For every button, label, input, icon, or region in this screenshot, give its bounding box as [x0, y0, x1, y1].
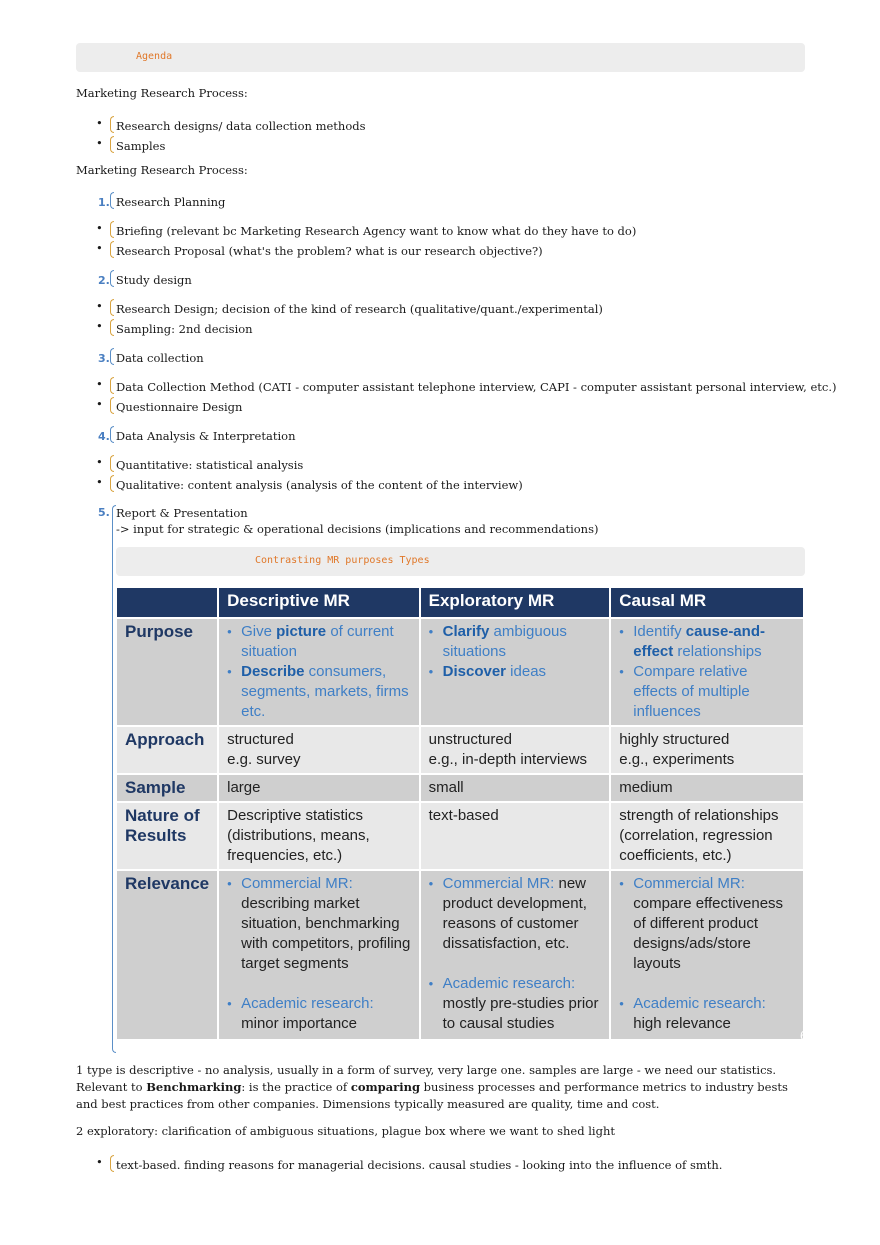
- text-run: consumers, segments, markets, firms etc.: [241, 663, 409, 720]
- cell-text: large: [227, 779, 261, 796]
- cell-text: highly structured: [619, 731, 730, 748]
- step-5-number: 5.: [98, 506, 110, 519]
- section-heading: Marketing Research Process:: [76, 86, 248, 100]
- table-row: [117, 618, 804, 726]
- caption-code-block: [116, 547, 805, 576]
- step-2: 2. Study design: [98, 270, 192, 287]
- cell-text: Descriptive statistics (distributions, means, frequencies, etc.): [227, 807, 370, 864]
- cell-text: unstructured: [428, 731, 513, 748]
- column-header: Causal MR: [610, 588, 804, 618]
- step-5-bracket: [112, 505, 116, 1053]
- table-cell: [218, 618, 420, 726]
- cell-text: e.g., experiments: [619, 751, 735, 768]
- row-label: Nature of Results: [117, 802, 218, 870]
- table-caption: Contrasting MR purposes Types: [255, 555, 430, 566]
- step-1: 1. Research Planning: [98, 192, 225, 209]
- table-cell: [420, 802, 611, 870]
- spacer: [429, 954, 602, 974]
- note-paragraph-1: 1 type is descriptive - no analysis, usually in a form of survey, very large one. samples are large - we need our statistics. Relevant to Benchmarking: is the practice of comparing business processes and performance metrics to industry bests and best practices from other companies. Dimensions typically measured are quality, time and cost.: [76, 1063, 788, 1111]
- text-run: new product development, reasons of customer dissatisfaction, etc.: [442, 875, 587, 952]
- cell-bullet: [429, 622, 602, 662]
- header-corner: [117, 588, 218, 618]
- step-5-title: Report & Presentation: [116, 506, 248, 520]
- list-item: • Quantitative: statistical analysis: [110, 455, 303, 472]
- row-label: Approach: [117, 726, 218, 774]
- list-item: • Briefing (relevant bc Marketing Research Agency want to know what do they have to do): [110, 221, 636, 238]
- agenda-code-block: [76, 43, 805, 72]
- cell-text: medium: [619, 779, 673, 796]
- text-run: high relevance: [633, 1015, 731, 1032]
- text-run: Discover: [442, 663, 507, 680]
- column-header: Descriptive MR: [218, 588, 420, 618]
- table-cell: [218, 870, 420, 1040]
- cell-bullet: [429, 662, 602, 682]
- table-cell: [420, 618, 611, 726]
- text-run: compare effectiveness of different product designs/ads/store layouts: [633, 895, 784, 972]
- table-cell: [218, 726, 420, 774]
- row-label: Relevance: [117, 870, 218, 1040]
- cell-text: structured: [227, 731, 294, 748]
- text-run: Academic research:: [633, 995, 766, 1012]
- text-run: Describe: [241, 663, 305, 680]
- cell-bullet: [619, 994, 795, 1034]
- step-5-subtitle: -> input for strategic & operational decisions (implications and recommendations): [116, 522, 599, 536]
- list-item: • Research Proposal (what's the problem? what is our research objective?): [110, 241, 543, 258]
- slide-number: 6: [800, 1028, 808, 1043]
- table-cell: [420, 870, 611, 1040]
- table-cell: [420, 774, 611, 802]
- spacer: [227, 974, 411, 994]
- cell-text: text-based: [428, 807, 499, 824]
- spacer: [619, 974, 795, 994]
- text-run: minor importance: [241, 1015, 358, 1032]
- text-run: ideas: [506, 663, 547, 680]
- step-4: 4. Data Analysis & Interpretation: [98, 426, 295, 443]
- table-cell: [610, 774, 804, 802]
- text-run: Identify: [633, 623, 686, 640]
- list-item: • Data Collection Method (CATI - computer assistant telephone interview, CAPI - computer assistant personal interview, etc.): [110, 377, 836, 394]
- cell-bullet: [619, 874, 795, 974]
- table-cell: [218, 774, 420, 802]
- text-run: cause-and-effect: [633, 623, 765, 660]
- cell-bullet: [227, 662, 411, 722]
- cell-bullet: [429, 874, 602, 954]
- cell-text: small: [428, 779, 464, 796]
- cell-bullet: [429, 974, 602, 1034]
- table-cell: [420, 726, 611, 774]
- list-item: • Research designs/ data collection methods: [110, 116, 366, 133]
- list-item: • Sampling: 2nd decision: [110, 319, 253, 336]
- table-row: [117, 802, 804, 870]
- table-row: [117, 726, 804, 774]
- note-paragraph-2: 2 exploratory: clarification of ambiguous situations, plague box where we want to shed light: [76, 1124, 615, 1138]
- row-label: Sample: [117, 774, 218, 802]
- list-item: • Samples: [110, 136, 165, 153]
- list-item: • Questionnaire Design: [110, 397, 242, 414]
- cell-bullet: [619, 622, 795, 662]
- table-cell: [610, 802, 804, 870]
- agenda-label: Agenda: [136, 51, 173, 62]
- list-item: • Qualitative: content analysis (analysis of the content of the interview): [110, 475, 523, 492]
- text-run: Commercial MR:: [633, 875, 745, 892]
- text-run: Clarify: [442, 623, 490, 640]
- text-run: of current situation: [241, 623, 394, 660]
- text-run: mostly pre-studies prior to causal studies: [442, 995, 599, 1032]
- table-cell: [610, 618, 804, 726]
- text-run: Commercial MR:: [241, 875, 353, 892]
- row-label: Purpose: [117, 618, 218, 726]
- text-run: picture: [276, 623, 327, 640]
- table-row: [117, 870, 804, 1040]
- text-run: describing market situation, benchmarking with competitors, profiling target segments: [241, 895, 411, 972]
- cell-text: e.g. survey: [227, 751, 301, 768]
- table-cell: [610, 870, 804, 1040]
- step-3: 3. Data collection: [98, 348, 204, 365]
- cell-bullet: [227, 622, 411, 662]
- table-cell: [218, 802, 420, 870]
- column-header: Exploratory MR: [420, 588, 611, 618]
- text-run: Academic research:: [241, 995, 374, 1012]
- text-run: Academic research:: [442, 975, 576, 992]
- table-row: [117, 774, 804, 802]
- list-item: • text-based. finding reasons for managerial decisions. causal studies - looking into the influence of smth.: [110, 1155, 722, 1172]
- table-cell: [610, 726, 804, 774]
- section-heading: Marketing Research Process:: [76, 163, 248, 177]
- text-run: relationships: [673, 643, 762, 660]
- cell-bullet: [227, 874, 411, 974]
- mr-types-table: [117, 588, 808, 1043]
- text-run: Give: [241, 623, 277, 640]
- text-run: ambiguous situations: [442, 623, 567, 660]
- text-run: Commercial MR:: [442, 875, 555, 892]
- cell-text: e.g., in-depth interviews: [428, 751, 588, 768]
- cell-bullet: [227, 994, 411, 1034]
- list-item: • Research Design; decision of the kind of research (qualitative/quant./experimental): [110, 299, 603, 316]
- text-run: Compare relative effects of multiple influences: [633, 663, 750, 720]
- cell-bullet: [619, 662, 795, 722]
- cell-text: strength of relationships (correlation, regression coefficients, etc.): [619, 807, 779, 864]
